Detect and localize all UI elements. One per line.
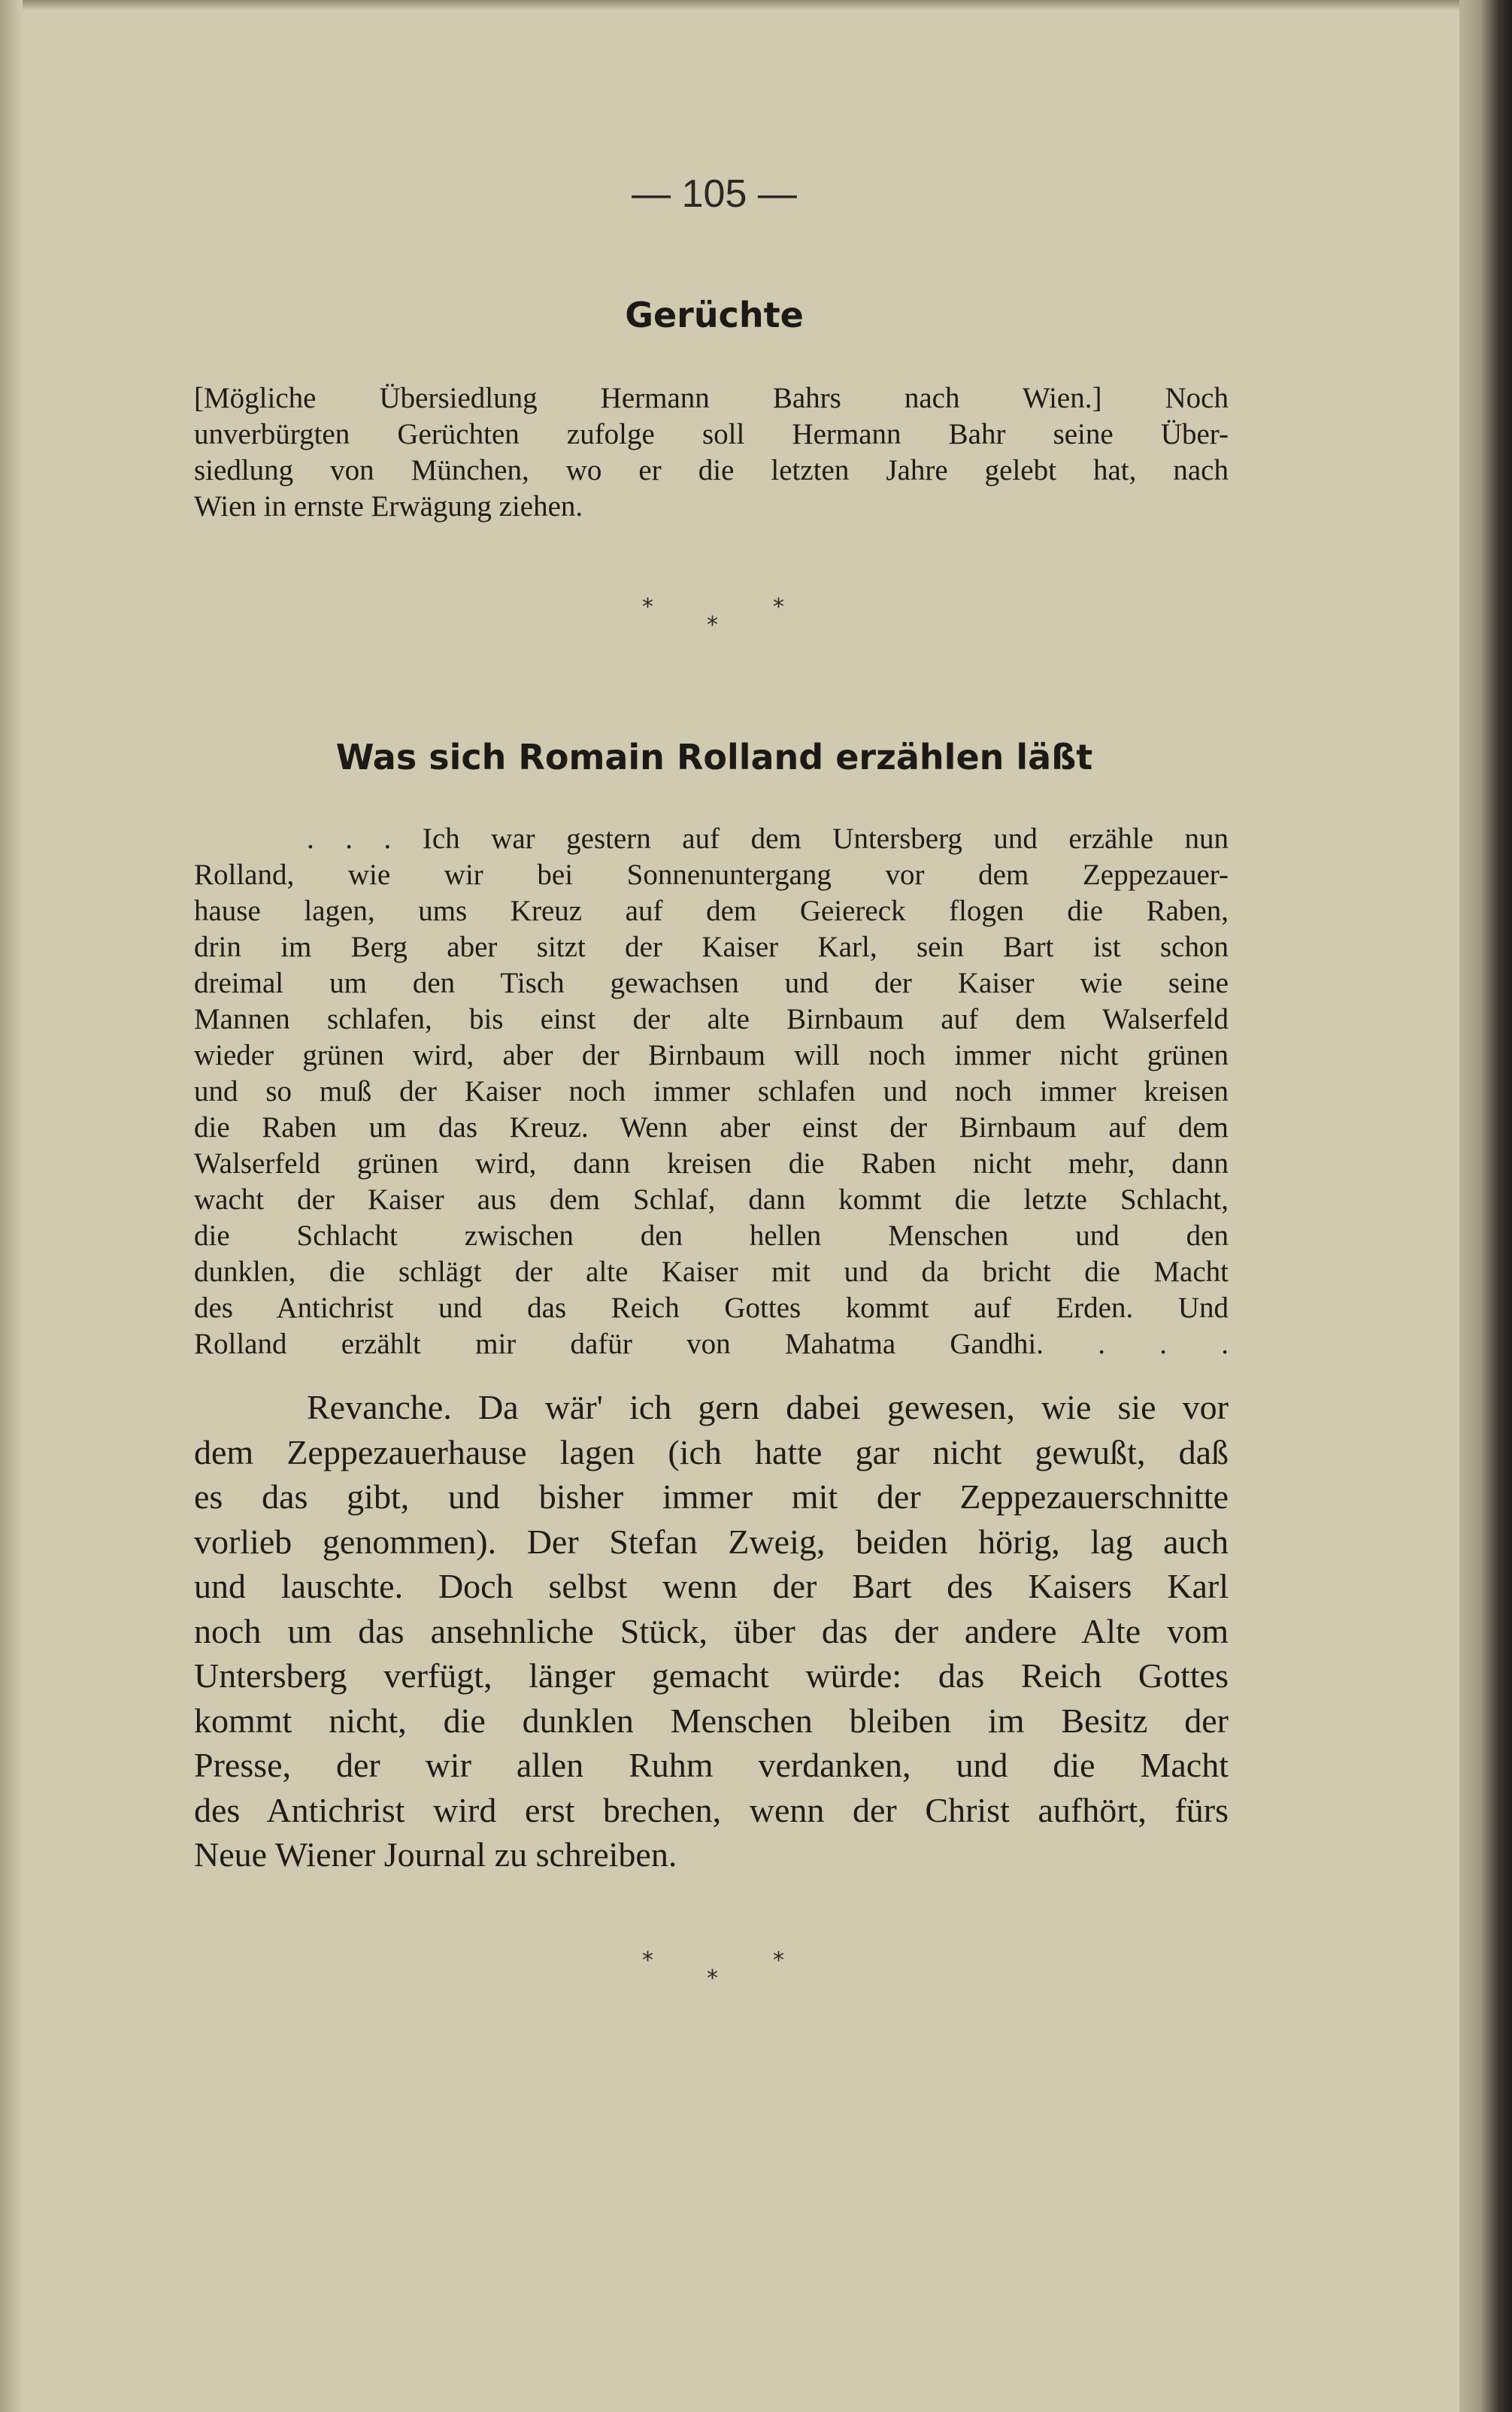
text-line: des Antichrist wird erst brechen, wenn der Christ aufhört, fürs (194, 1790, 1229, 1829)
section-title-geruechte: Gerüchte (625, 295, 804, 335)
text-line: hause lagen, ums Kreuz auf dem Geiereck flogen die Raben, (194, 895, 1229, 927)
page-number: — 105 — (632, 172, 797, 216)
text-line: Neue Wiener Journal zu schreiben. (194, 1835, 677, 1874)
separator-asterisk: * (642, 594, 653, 620)
separator-asterisk: * (642, 1947, 653, 1974)
text-line: dunklen, die schlägt der alte Kaiser mit und da bricht die Macht (194, 1256, 1229, 1288)
section-rolland-quote (194, 821, 1229, 1362)
text-line: Revanche. Da wär' ich gern dabei gewesen, wie sie vor (307, 1388, 1229, 1426)
text-line: unverbürgten Gerüchten zufolge soll Hermann Bahr seine Über- (194, 418, 1229, 450)
text-line: vorlieb genommen). Der Stefan Zweig, beiden hörig, lag auch (194, 1522, 1229, 1561)
text-line: Rolland erzählt mir dafür von Mahatma Gandhi. . . . (194, 1328, 1229, 1360)
book-spine (1459, 0, 1512, 2412)
page-left-edge (0, 0, 23, 2412)
text-line: dreimal um den Tisch gewachsen und der Kaiser wie seine (194, 967, 1229, 999)
text-line: Wien in ernste Erwägung ziehen. (194, 490, 583, 523)
text-line: wacht der Kaiser aus dem Schlaf, dann kommt die letzte Schlacht, (194, 1183, 1229, 1216)
section-title-rolland: Was sich Romain Rolland erzählen läßt (335, 737, 1093, 777)
text-line: dem Zeppezauerhause lagen (ich hatte gar nicht gewußt, daß (194, 1432, 1229, 1471)
section-rolland-reply (194, 1385, 1229, 1877)
text-line: Presse, der wir allen Ruhm verdanken, und die Macht (194, 1746, 1229, 1784)
text-line: und lauschte. Doch selbst wenn der Bart des Kaisers Karl (194, 1567, 1229, 1605)
text-line: Walserfeld grünen wird, dann kreisen die Raben nicht mehr, dann (194, 1147, 1229, 1180)
text-line: kommt nicht, die dunklen Menschen bleiben im Besitz der (194, 1701, 1229, 1740)
section-separator (632, 594, 782, 639)
separator-asterisk: * (707, 1965, 718, 1992)
text-line: die Schlacht zwischen den hellen Menschen und den (194, 1220, 1229, 1252)
text-line: siedlung von München, wo er die letzten Jahre gelebt hat, nach (194, 454, 1229, 486)
text-line: drin im Berg aber sitzt der Kaiser Karl, sein Bart ist schon (194, 931, 1229, 963)
text-line: und so muß der Kaiser noch immer schlafen und noch immer kreisen (194, 1075, 1229, 1108)
text-line: noch um das ansehnliche Stück, über das der andere Alte vom (194, 1611, 1229, 1650)
text-line: Untersberg verfügt, länger gemacht würde: das Reich Gottes (194, 1656, 1229, 1695)
text-line: Rolland, wie wir bei Sonnenuntergang vor dem Zeppezauer- (194, 859, 1229, 891)
section-separator (632, 1947, 782, 1992)
separator-asterisk: * (773, 1947, 784, 1974)
separator-asterisk: * (773, 594, 784, 620)
text-line: [Mögliche Übersiedlung Hermann Bahrs nach Wien.] Noch (194, 382, 1229, 414)
separator-asterisk: * (707, 612, 718, 638)
text-line: . . . Ich war gestern auf dem Untersberg und erzähle nun (307, 823, 1229, 855)
text-line: es das gibt, und bisher immer mit der Zeppezauerschnitte (194, 1477, 1229, 1516)
text-line: die Raben um das Kreuz. Wenn aber einst der Birnbaum auf dem (194, 1111, 1229, 1144)
text-line: des Antichrist und das Reich Gottes kommt auf Erden. Und (194, 1292, 1229, 1324)
text-line: wieder grünen wird, aber der Birnbaum will noch immer nicht grünen (194, 1039, 1229, 1071)
page-top-edge (0, 0, 1512, 11)
section-geruechte-body (194, 380, 1229, 525)
text-line: Mannen schlafen, bis einst der alte Birnbaum auf dem Walserfeld (194, 1003, 1229, 1035)
